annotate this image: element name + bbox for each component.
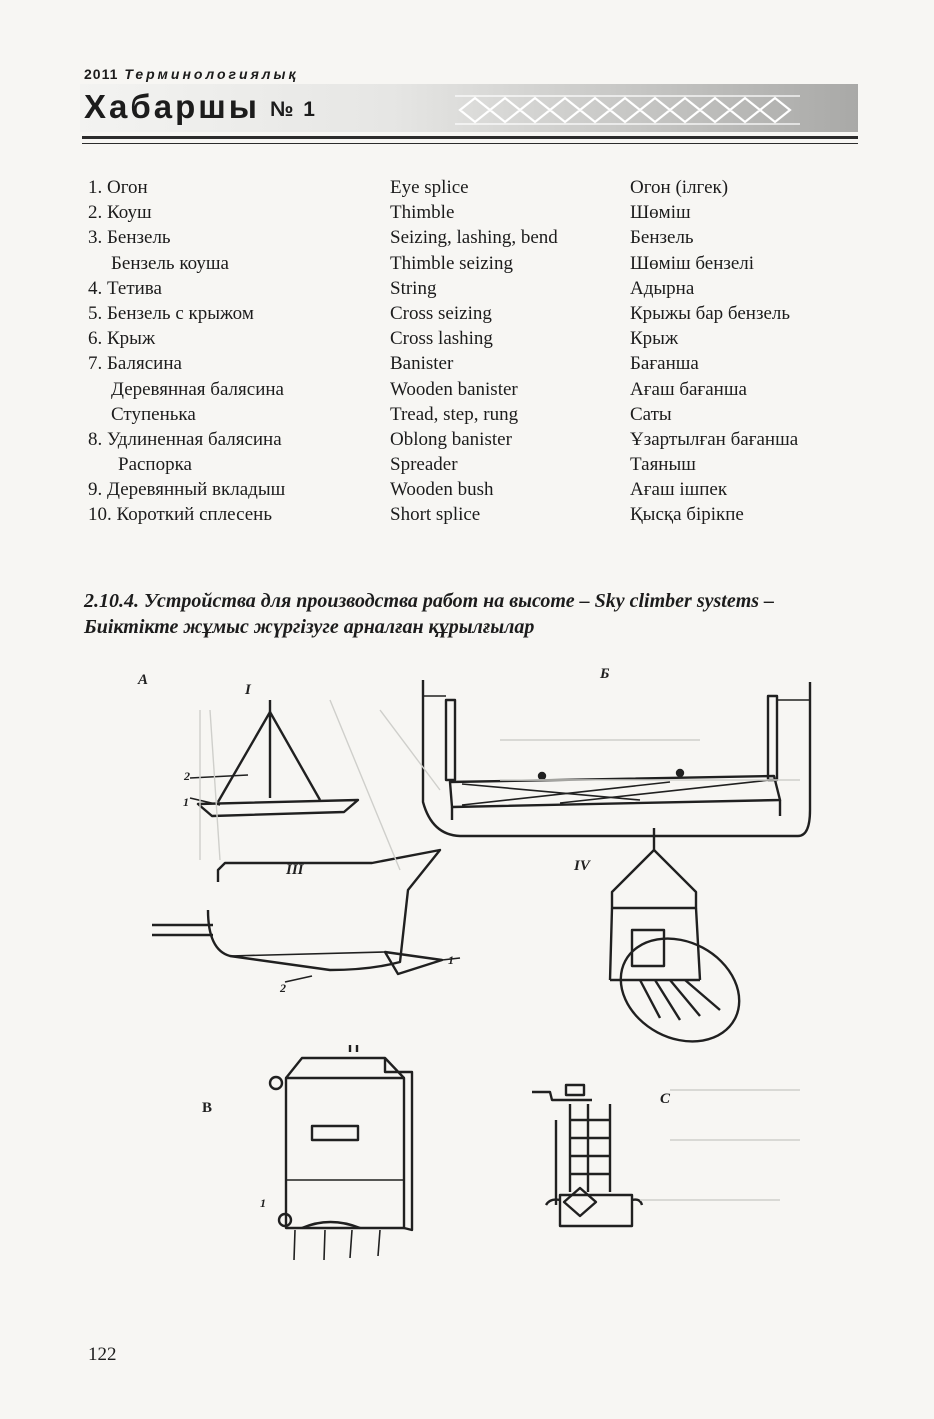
header-series: Терминологиялық <box>124 66 299 82</box>
section-heading <box>84 588 874 640</box>
label-I: I <box>245 682 251 698</box>
ornament-icon <box>455 90 815 130</box>
table-row: 6. Крыж Cross lashing Крыж <box>88 328 679 350</box>
table-row: 8. Удлиненная балясина Oblong banister Ұзартылған бағанша <box>88 428 799 450</box>
table-row: 2. Коуш Thimble Шөміш <box>88 202 691 224</box>
label-III: III <box>286 862 304 878</box>
label-1-bottom: 1 <box>260 1196 266 1210</box>
table-row: Деревянная балясина Wooden banister Ағаш бағанша <box>111 378 747 400</box>
sky-climber-figure <box>80 660 860 1300</box>
table-row: 9. Деревянный вкладыш Wooden bush Ағаш ішпек <box>88 479 728 501</box>
table-row: 5. Бензель с крыжом Cross seizing Крыжы бар бензель <box>88 302 791 324</box>
terms-table <box>88 175 848 528</box>
label-2-mid: 2 <box>280 981 286 995</box>
label-1-top: 1 <box>183 795 189 809</box>
table-row: 4. Тетива String Адырна <box>88 277 695 299</box>
section-heading-line1: 2.10.4. Устройства для производства работ на высоте – Sky climber systems – <box>84 590 775 612</box>
header-rule-thin <box>82 143 858 144</box>
header-rule <box>82 136 858 139</box>
label-A: А <box>138 672 149 688</box>
table-row: 7. Балясина Banister Бағанша <box>88 353 699 375</box>
label-2-top: 2 <box>184 769 190 783</box>
label-IV: IV <box>574 858 590 874</box>
table-row: 3. Бензель Seizing, lashing, bend Бензель <box>88 227 694 249</box>
issue-number: № 1 <box>270 98 317 121</box>
header-year-line <box>84 66 299 82</box>
table-row: 1. Огон Eye splice Огон (ілгек) <box>88 177 729 198</box>
label-1-mid: 1 <box>448 953 454 967</box>
journal-title: Хабаршы <box>84 88 260 125</box>
table-row: Распорка Spreader Таяныш <box>118 454 696 476</box>
table-row: Ступенька Tread, step, rung Саты <box>111 403 672 425</box>
section-heading-line2: Биіктікте жұмыс жүргізуге арналған құрылғылар <box>84 616 535 638</box>
label-C: С <box>660 1091 671 1107</box>
table-row: Бензель коуша Thimble seizing Шөміш бензелі <box>111 252 755 274</box>
label-B: Б <box>600 666 610 682</box>
header-year: 2011 <box>84 66 119 82</box>
table-row: 10. Короткий сплесень Short splice Қысқа бірікпе <box>88 504 744 526</box>
label-V: В <box>202 1100 213 1116</box>
page-number: 122 <box>88 1344 117 1365</box>
